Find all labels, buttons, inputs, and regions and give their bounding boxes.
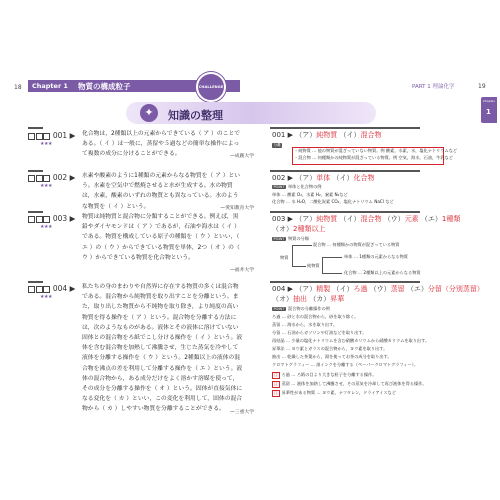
difficulty-stars: ★★★ bbox=[40, 183, 52, 189]
tree-line bbox=[292, 245, 312, 246]
question-divider bbox=[28, 211, 43, 213]
challenge-badge bbox=[196, 72, 226, 102]
answer-point: ・純物質 … 他の物質が混ざっていない物質。例 酸素，水素，水，塩化ナトリウムなど bbox=[294, 148, 458, 153]
answer-note: 注 蒸留 … 液体を加熱して沸騰させ，その蒸気を冷却して再び液体を得る操作。 bbox=[274, 381, 427, 386]
question-text: 化合物は，2種類以上の元素からできている（ ア ）のことである。（ イ ）は一般に，蒸留や５過などの簡単な操作によって複数の成分に分けることができる。 bbox=[82, 131, 241, 158]
answer-point: POINT 物質の分類 bbox=[273, 236, 309, 241]
answer-point: クロマトグラフィー … 黒インクを分離する（ペーパークロマトグラフィー）。 bbox=[272, 362, 419, 367]
question-divider bbox=[28, 127, 43, 129]
question-number: 002 ▶ bbox=[28, 173, 75, 182]
section-banner bbox=[126, 102, 376, 124]
answer-note: 注 昇華性がある物質 … ヨウ素，ナフタレン，ドライアイスなど bbox=[274, 390, 396, 395]
question-number: 003 ▶ bbox=[28, 214, 75, 223]
checkbox-icon[interactable] bbox=[36, 216, 43, 223]
answer-point: 蒸留 … 海水から，水を取り出す。 bbox=[272, 322, 338, 327]
question-source: —愛知教育大学 bbox=[220, 206, 254, 211]
answer-point: 化合物 … 水 H₂O，二酸化炭素 CO₂，塩化ナトリウム NaCl など bbox=[272, 199, 394, 204]
tree-root: 物質 bbox=[280, 255, 289, 260]
difficulty-stars: ★★★ bbox=[40, 294, 52, 300]
tree-node: 単体 … 1種類の元素からなる物質 bbox=[344, 254, 408, 259]
checkbox-icon[interactable] bbox=[43, 175, 50, 182]
tree-line bbox=[322, 257, 342, 258]
challenge-badge-text: CHALLENGE bbox=[198, 85, 224, 89]
answer-point: 昇華法 … ヨウ素とガラスの混合物から，ヨウ素を取り出す。 bbox=[272, 346, 388, 351]
answer-point: ろ過 … 砂と水の混合物から，砂を取り除く。 bbox=[272, 314, 359, 319]
question-source: —三重大学 bbox=[230, 410, 254, 415]
chapter-side-tab-label: Chapter bbox=[483, 99, 495, 103]
checkbox-icon[interactable] bbox=[28, 175, 35, 182]
answer-heading: 004 ▶ （ア）精製 （イ）ろ過 （ウ）蒸留 （エ）分留（分別蒸留） bbox=[272, 285, 484, 293]
tree-line bbox=[292, 266, 306, 267]
answer-point: 分留 … 石油からガソリンや灯油などを取り出す。 bbox=[272, 330, 367, 335]
checkbox-icon[interactable] bbox=[43, 286, 50, 293]
question-divider bbox=[28, 281, 43, 283]
answer-point: POINT 混合物の分離操作の例 bbox=[273, 306, 330, 311]
checkbox-icon[interactable] bbox=[36, 175, 43, 182]
answer-note: 注 ろ過 … ろ紙の目より大きな粒子を分離する操作。 bbox=[274, 372, 377, 377]
answer-divider bbox=[270, 211, 420, 213]
answer-point: ・混合物 … 何種類かの純物質が混ざっている物質。例 空気，海水，石油，牛乳など bbox=[294, 155, 453, 160]
banner-icon: ✦ bbox=[140, 104, 158, 122]
answer-divider bbox=[270, 170, 420, 172]
tree-line bbox=[322, 257, 323, 273]
question-text: 物質は純物質と混合物に分類することができる。例えば，黒鉛やダイヤモンドは（ ア ）であるが，石油や海水は（ イ ）である。物質を構成している原子の種類を（ ウ ）といい，（ エ ）の（ ウ ）からできている物質を単体，2つ（ オ ）の（ ウ ）からできている物質を化合物という。 bbox=[82, 214, 240, 261]
page-number-right: 19 bbox=[478, 83, 486, 90]
checkbox-icon[interactable] bbox=[36, 286, 43, 293]
tree-line bbox=[292, 245, 293, 267]
tree-node: 混合物 … 何種類かの物質が混ざっている物質 bbox=[313, 242, 400, 247]
answer-point: 分離 bbox=[273, 143, 281, 147]
checkbox-icon[interactable] bbox=[36, 133, 43, 140]
answer-heading: 003 ▶ （ア）純物質 （イ）混合物 （ウ）元素 （エ）1種類 bbox=[272, 215, 461, 223]
tree-line bbox=[322, 273, 342, 274]
answer-heading: 001 ▶ （ア）純物質 （イ）混合物 bbox=[272, 131, 382, 139]
question-source: —成蹊大学 bbox=[230, 154, 254, 159]
checkbox-icon[interactable] bbox=[43, 216, 50, 223]
checkbox-icon[interactable] bbox=[43, 133, 50, 140]
checkbox-icon[interactable] bbox=[28, 286, 35, 293]
answer-point: 単体 … 酸素 O₂，水素 H₂，窒素 N₂など bbox=[272, 192, 348, 197]
checkbox-icon[interactable] bbox=[28, 216, 35, 223]
answer-divider bbox=[270, 281, 420, 283]
question-text: 水素や酸素のように1種類の元素からなる物質を（ ア ）という。水素を空気中で燃焼させると水が生成する。水の物質は，水素，酸素のいずれの物質とも異なっている。水のような物質を（ イ ）という。 bbox=[82, 173, 241, 210]
tree-node: 純物質 bbox=[307, 263, 320, 268]
section-title: 知識の整理 bbox=[168, 109, 223, 122]
question-divider bbox=[28, 170, 43, 172]
chapter-side-tab-number: 1 bbox=[486, 108, 491, 116]
question-source: —福井大学 bbox=[230, 268, 254, 273]
chapter-label: Chapter 1 bbox=[32, 82, 68, 90]
part-label: PART 1 理論化学 bbox=[412, 84, 455, 90]
tree-node: 化合物 … 2種類以上の元素からなる物質 bbox=[344, 270, 421, 275]
answer-point: POINT 単体と化合物の例 bbox=[273, 184, 322, 189]
question-text: 私たちの身のまわりや自然界に存在する物質の多くは混合物である。混合物から純物質を取り出すことを分離という。また，取り出した物質から不純物を取り除き，より純度の高い物質を得る操作を（ ア ）という。混合物を分離する方法には，次のようなものがある。液体とその液体に溶けていない固体との混合物をろ紙でこし分ける操作を（ イ ）という。液体を含む混合物を加熱して沸騰させ，生じた蒸気を冷やして液体を分離する操作を（ ウ ）という。2種類以上の液体の混合物を沸点の差を利用して分離する操作を（ エ ）という。液体の混合物から，ある成分だけをよく溶かす溶媒を使って，その成分を分離する操作を（ オ ）という。固体が直接気体になる変化を（ カ ）といい，この変化を利用して，固体の混合物から（ カ ）しやすい物質を分離することができる。 bbox=[82, 284, 243, 413]
question-number: 001 ▶ bbox=[28, 131, 75, 140]
answer-heading: 002 ▶ （ア）単体 （イ）化合物 bbox=[272, 174, 375, 182]
answer-heading-cont: （オ）抽出 （カ）昇華 bbox=[272, 295, 345, 303]
answer-divider bbox=[270, 127, 420, 129]
difficulty-stars: ★★★ bbox=[40, 224, 52, 230]
answer-point: 抽出 … 乾燥した茶葉から，湯を使ってお茶の成分を取り出す。 bbox=[272, 354, 392, 359]
checkbox-icon[interactable] bbox=[28, 133, 35, 140]
answer-heading-cont: （オ）2種類以上 bbox=[272, 225, 326, 233]
answer-point: 再結晶 … 少量の塩化ナトリウムを含む硝酸カリウムから硝酸カリウムを取り出す。 bbox=[272, 338, 430, 343]
difficulty-stars: ★★★ bbox=[40, 141, 52, 147]
question-number: 004 ▶ bbox=[28, 284, 75, 293]
page-number-left: 18 bbox=[14, 84, 22, 91]
chapter-title: 物質の構成粒子 bbox=[78, 82, 131, 91]
